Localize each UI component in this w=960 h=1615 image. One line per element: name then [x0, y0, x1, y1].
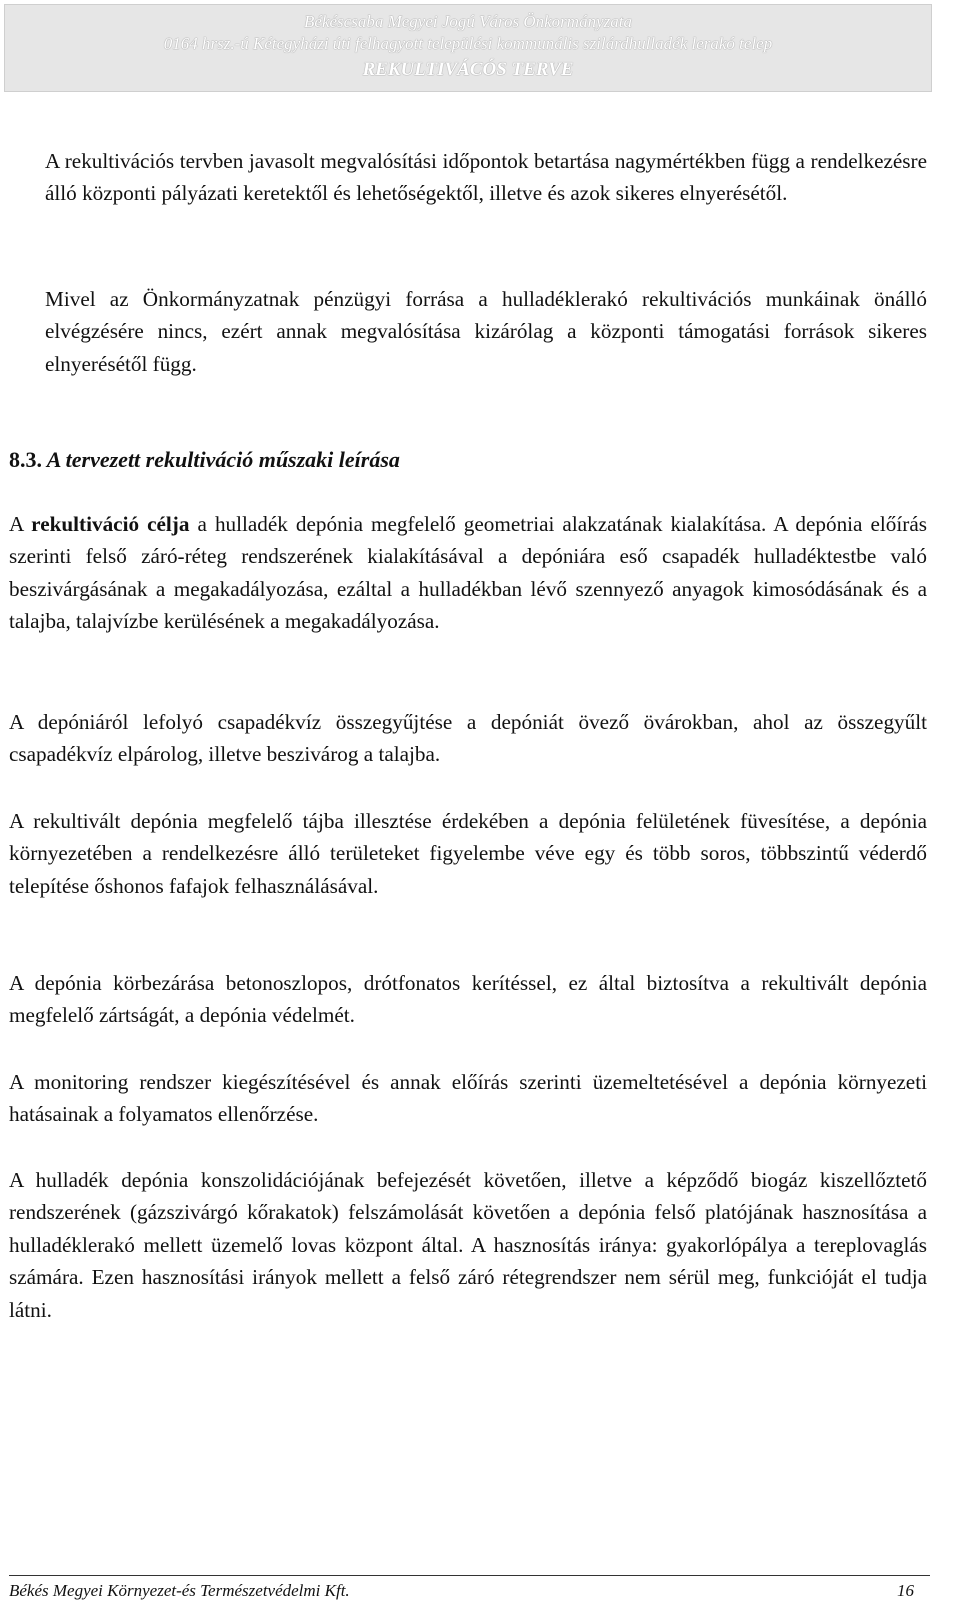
section-number: 8.3.: [9, 447, 42, 472]
page-header: [4, 4, 932, 92]
body-paragraph-fencing: A depónia körbezárása betonoszlopos, drótfonatos kerítéssel, ez által biztosítva a rekultivált depónia megfelelő zártságát, a depónia védelmét.: [9, 971, 927, 1028]
header-document-title: REKULTIVÁCÓS TERVE: [362, 59, 574, 80]
goal-bold-term: rekultiváció célja: [31, 512, 190, 536]
header-municipality: Békéscsaba Megyei Jogú Város Önkormányzata: [304, 12, 632, 31]
footer-company: Békés Megyei Környezet-és Természetvédelmi Kft.: [9, 1581, 350, 1600]
page-footer: [9, 1576, 930, 1606]
page-number: 16: [897, 1581, 914, 1600]
intro-paragraph-1: A rekultivációs tervben javasolt megvalósítási időpontok betartása nagymértékben függ a rendelkezésre álló központi pályázati keretektől és lehetőségektől, illetve és azok sikeres elnyerésétől.: [45, 149, 927, 206]
body-paragraph-utilization: A hulladék depónia konszolidációjának befejezését követően, illetve a képződő biogáz kiszellőztető rendszerének (gázszivárgó kőrakatok) felszámolását követően a depónia felső platójának hasznosítása a hulladéklerakó mellett üzemelő lovas központ által. A hasznosítás iránya: gyakorlópálya a tereplovaglás számára. Ezen hasznosítási irányok mellett a felső záró rétegrendszer nem sérül meg, funkcióját el tudja látni.: [9, 1168, 927, 1322]
goal-prefix: A: [9, 512, 32, 536]
body-paragraph-drainage: A depóniáról lefolyó csapadékvíz összegyűjtése a depóniát övező övárokban, ahol az összegyűlt csapadékvíz elpárolog, illetve beszivárog a talajba.: [9, 710, 927, 767]
header-site: 0164 hrsz.-ú Kétegyházi úti felhagyott települési kommunális szilárdhulladék lerakó telep: [163, 34, 773, 53]
body-paragraph-landscaping: A rekultivált depónia megfelelő tájba illesztése érdekében a depónia felületének füvesítése, a depónia környezetében a rendelkezésre álló területeket figyelembe véve egy és több soros, többszintű véderdő telepítése őshonos fafajok felhasználásával.: [9, 809, 927, 898]
goal-text: a hulladék depónia megfelelő geometriai alakzatának kialakítása. A depónia előírás szerinti felső záró-réteg rendszerének kialakításával a depóniára eső csapadék hulladéktestbe való beszivárgásának a megakadályozása, ezáltal a hulladékban lévő szennyező anyagok kimosódásának és a talajba, talajvízbe kerülésének a megakadályozása.: [9, 512, 927, 634]
section-title: A tervezett rekultiváció műszaki leírása: [46, 447, 400, 472]
section-heading: [9, 443, 400, 477]
intro-paragraph-2: Mivel az Önkormányzatnak pénzügyi forrása a hulladéklerakó rekultivációs munkáinak önálló elvégzésére nincs, ezért annak megvalósítása kizárólag a központi támogatási források sikeres elnyerésétől függ.: [45, 287, 927, 376]
body-paragraph-goal: [9, 508, 927, 638]
body-paragraph-monitoring: A monitoring rendszer kiegészítésével és annak előírás szerinti üzemeltetésével a depónia környezeti hatásainak a folyamatos ellenőrzése.: [9, 1070, 927, 1127]
